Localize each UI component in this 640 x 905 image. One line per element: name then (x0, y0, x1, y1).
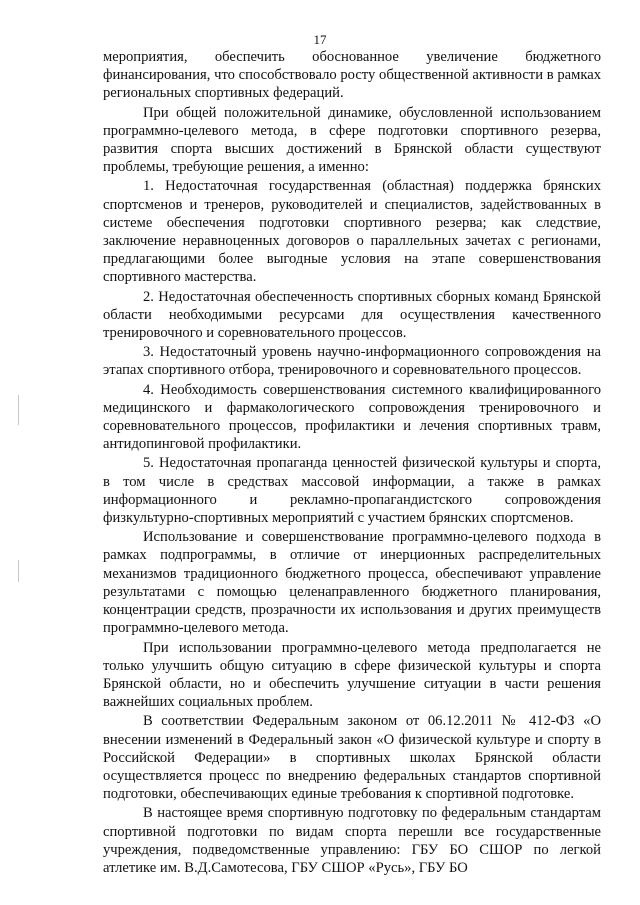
paragraph: В настоящее время спортивную подготовку по федеральным стандартам спортивной подготовки по видам спорта перешли все государственные учреждения, подведомственные управлению: ГБУ БО СШОР по легкой атлетике им. В.Д.Самотесова, ГБУ СШОР «Русь», ГБУ БО (103, 805, 601, 876)
list-item: 1. Недостаточная государственная (областная) поддержка брянских спортсменов и тренеров, руководителей и специалистов, задействованных в системе обеспечения подготовки спортивного резерва; как следствие, заключение неравноценных договоров о параллельных зачетах с регионами, предлагающими более выгодные условия на этапе совершенствования спортивного мастерства. (103, 178, 601, 286)
list-item: 2. Недостаточная обеспеченность спортивных сборных команд Брянской области необходимыми ресурсами для осуществления качественного тренировочного и соревновательного процессов. (103, 288, 601, 342)
list-item: 3. Недостаточный уровень научно-информационного сопровождения на этапах спортивного отбора, тренировочного и соревновательного процессов. (103, 344, 601, 379)
paragraph: мероприятия, обеспечить обоснованное увеличение бюджетного финансирования, что способствовало росту общественной активности в рамках региональных спортивных федераций. (103, 49, 601, 102)
paragraph: При использовании программно-целевого метода предполагается не только улучшить общую ситуацию в сфере физической культуры и спорта Брянской области, но и обеспечить улучшение ситуации в части решения важнейших социальных проблем. (103, 639, 601, 711)
paragraph: В соответствии Федеральным законом от 06.12.2011 № 412-ФЗ «О внесении изменений в Федеральный закон «О физической культуре и спорту в Российской Федерации» в спортивных школах Брянской области осуществляется процесс по внедрению федеральных стандартов спортивной подготовки, обеспечивающих единые требования к спортивной подготовке. (103, 713, 601, 803)
scan-margin-mark (18, 560, 19, 582)
paragraph: При общей положительной динамике, обусловленной использованием программно-целевого метода, в сфере подготовки спортивного резерва, развития спорта высших достижений в Брянской области существуют проблемы, требующие решения, а именно: (103, 104, 601, 176)
list-item: 4. Необходимость совершенствования системного квалифицированного медицинского и фармакологического сопровождения тренировочного и соревновательного процессов, профилактики и лечения спортивных травм, антидопинговой профилактики. (103, 381, 601, 453)
paragraph: Использование и совершенствование программно-целевого подхода в рамках подпрограммы, в отличие от инерционных распределительных механизмов традиционного бюджетного процесса, обеспечивают управление результатами с помощью целенаправленного бюджетного планирования, концентрации средств, прозрачности их использования и других преимуществ программно-целевого метода. (103, 529, 601, 637)
scan-margin-mark (18, 395, 19, 425)
document-body (103, 48, 601, 877)
page-number: 17 (313, 32, 327, 47)
list-item: 5. Недостаточная пропаганда ценностей физической культуры и спорта, в том числе в средствах массовой информации, а также в рамках информационного и рекламно-пропагандистского сопровождения физкультурно-спортивных мероприятий с участием брянских спортсменов. (103, 455, 601, 527)
